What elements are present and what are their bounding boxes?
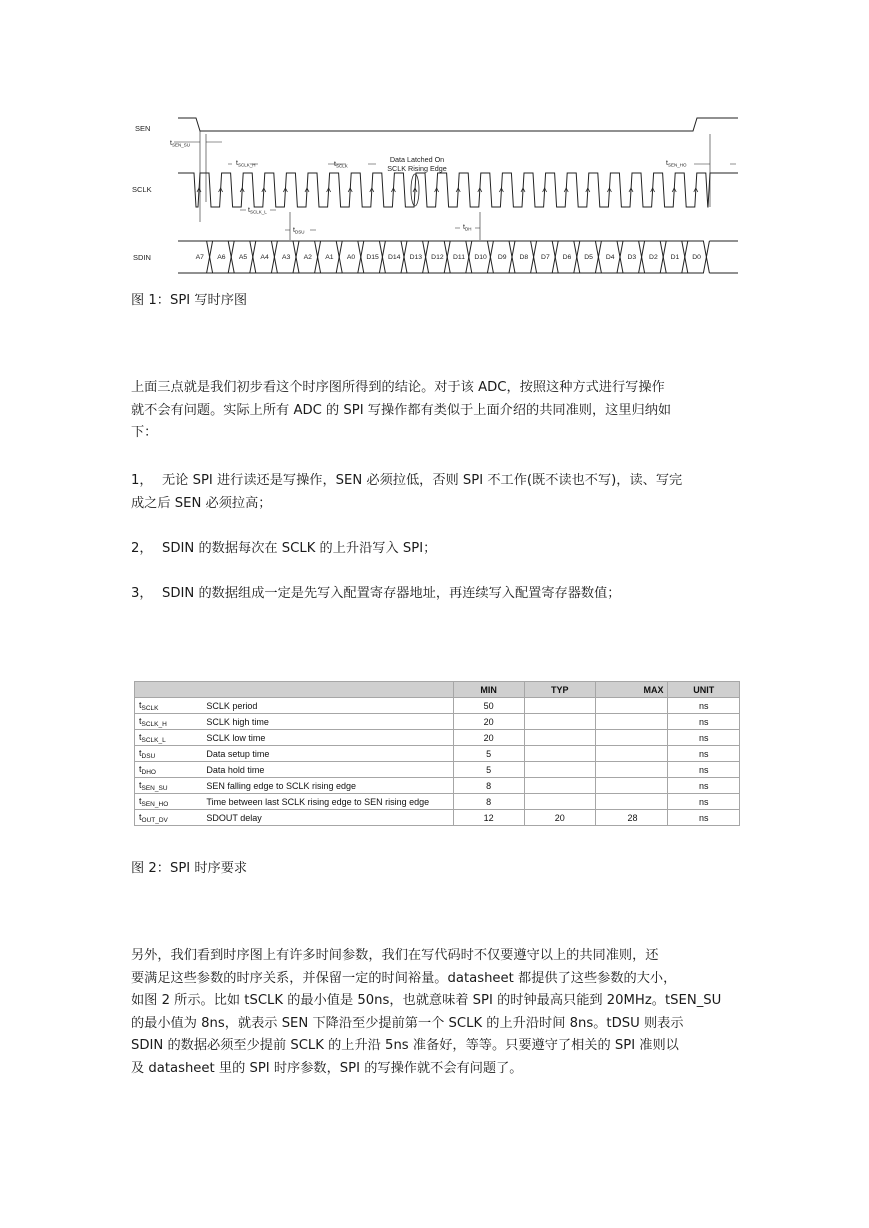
- param-min: 20: [453, 730, 524, 746]
- param-min: 8: [453, 778, 524, 794]
- rule-number: 3，: [131, 586, 153, 601]
- param-unit: ns: [668, 746, 740, 762]
- text-line: 的最小值为 8ns，就表示 SEN 下降沿至少提前第一个 SCLK 的上升沿时间 8ns。tDSU 则表示: [131, 1015, 684, 1031]
- sdin-bit-label: A7: [195, 254, 204, 261]
- param-description: Data hold time: [202, 762, 453, 778]
- signal-label-sdin: SDIN: [133, 253, 151, 262]
- sdin-bit-label: D4: [605, 254, 615, 261]
- label-t-sen-ho: $t_{SEN\_HO}$: [666, 160, 687, 168]
- param-typ: [524, 730, 595, 746]
- param-typ: [524, 778, 595, 794]
- rule-1: [131, 470, 741, 515]
- signal-label-sen: SEN: [135, 124, 151, 133]
- param-typ: [524, 698, 595, 714]
- label-t-sclk-l: $t_{SCLK\_L}$: [248, 207, 267, 215]
- sdin-bit-label: D7: [541, 254, 550, 261]
- table-header-typ: TYP: [524, 682, 595, 698]
- table-row: [135, 698, 740, 714]
- sdin-bit-label: D10: [474, 254, 487, 261]
- label-t-sen-su: $t_{SEN\_SU}$: [170, 140, 190, 148]
- text-line: 就不会有问题。实际上所有 ADC 的 SPI 写操作都有类似于上面介绍的共同准则，这里归纳如: [131, 402, 672, 418]
- param-symbol: $t_{SCLK\_L}$: [135, 730, 203, 746]
- table-row: [135, 762, 740, 778]
- sdin-bit-label: D3: [627, 254, 637, 261]
- param-typ: [524, 714, 595, 730]
- param-symbol: $t_{SCLK}$: [135, 698, 203, 714]
- sdin-bit-label: D6: [562, 254, 572, 261]
- latch-note-line1: Data Latched On: [389, 155, 445, 164]
- sdin-bit-label: D15: [366, 254, 379, 261]
- param-typ: 20: [524, 810, 595, 826]
- rule-2: [131, 538, 741, 561]
- spi-timing-table: [134, 681, 740, 826]
- text-line: 如图 2 所示。比如 tSCLK 的最小值是 50ns，也就意味着 SPI 的时钟最高只能到 20MHz。tSEN_SU: [131, 993, 722, 1008]
- intro-paragraph: [131, 377, 741, 445]
- rule-number: 1，: [131, 473, 153, 488]
- param-description: SDOUT delay: [202, 810, 453, 826]
- sdin-bit-label: A0: [346, 254, 356, 261]
- text-line: SDIN 的数据必须至少提前 SCLK 的上升沿 5ns 准备好，等等。只要遵守了相关的 SPI 准则以: [131, 1038, 679, 1053]
- text-line: 要满足这些参数的时序关系，并保留一定的时间裕量。datasheet 都提供了这些参数的大小，: [131, 970, 677, 986]
- param-typ: [524, 794, 595, 810]
- sdin-bit-label: A2: [303, 254, 312, 261]
- table-row: [135, 794, 740, 810]
- sdin-bit-label: D14: [387, 254, 401, 261]
- param-max: [595, 794, 668, 810]
- sdin-bit-label: D9: [497, 254, 507, 261]
- param-min: 12: [453, 810, 524, 826]
- signal-label-sclk: SCLK: [132, 185, 152, 194]
- table-row: [135, 746, 740, 762]
- table-row: [135, 714, 740, 730]
- table-row: [135, 730, 740, 746]
- rule-text: 成之后 SEN 必须拉高；: [131, 495, 272, 511]
- table-row: [135, 778, 740, 794]
- param-symbol: $t_{SEN\_SU}$: [135, 778, 203, 794]
- figure2-caption: 图 2：SPI 时序要求: [131, 861, 248, 876]
- param-typ: [524, 762, 595, 778]
- param-unit: ns: [668, 762, 740, 778]
- param-unit: ns: [668, 778, 740, 794]
- param-unit: ns: [668, 714, 740, 730]
- param-description: Time between last SCLK rising edge to SEN rising edge: [202, 794, 453, 810]
- spi-write-timing-diagram: [130, 112, 742, 274]
- sdin-bit-label: D12: [431, 254, 444, 261]
- sdin-bit-label: D11: [453, 254, 465, 261]
- rule-text: SDIN 的数据组成一定是先写入配置寄存器地址，再连续写入配置寄存器数值；: [162, 586, 621, 601]
- param-min: 20: [453, 714, 524, 730]
- param-description: SCLK low time: [202, 730, 453, 746]
- param-symbol: $t_{DSU}$: [135, 746, 203, 762]
- param-min: 5: [453, 762, 524, 778]
- param-symbol: $t_{SEN\_HO}$: [135, 794, 203, 810]
- param-max: [595, 714, 668, 730]
- label-t-dsu: $t_{DSU}$: [293, 227, 305, 235]
- param-min: 50: [453, 698, 524, 714]
- table-header-max: MAX: [595, 682, 668, 698]
- param-max: [595, 730, 668, 746]
- sdin-bit-label: A5: [238, 254, 248, 261]
- rule-text: SDIN 的数据每次在 SCLK 的上升沿写入 SPI；: [162, 541, 437, 556]
- param-max: [595, 746, 668, 762]
- latch-note-line2: SCLK Rising Edge: [387, 164, 447, 173]
- param-symbol: $t_{DHO}$: [135, 762, 203, 778]
- sen-waveform: [178, 118, 738, 131]
- param-unit: ns: [668, 698, 740, 714]
- param-description: SCLK high time: [202, 714, 453, 730]
- sdin-bit-label: A3: [282, 254, 291, 261]
- rule-number: 2，: [131, 541, 153, 556]
- sdin-bit-label: D8: [519, 254, 529, 261]
- figure1-caption: 图 1：SPI 写时序图: [131, 293, 248, 308]
- sdin-bit-label: D5: [584, 254, 593, 261]
- param-symbol: $t_{OUT\_DV}$: [135, 810, 203, 826]
- param-description: SEN falling edge to SCLK rising edge: [202, 778, 453, 794]
- sdin-bit-label: D13: [409, 254, 423, 261]
- param-max: [595, 762, 668, 778]
- text-line: 上面三点就是我们初步看这个时序图所得到的结论。对于该 ADC，按照这种方式进行写操作: [131, 380, 665, 395]
- table-row: [135, 810, 740, 826]
- sdin-bit-label: A6: [217, 254, 226, 261]
- param-unit: ns: [668, 730, 740, 746]
- param-max: [595, 698, 668, 714]
- param-unit: ns: [668, 794, 740, 810]
- closing-paragraph: [131, 945, 746, 1080]
- param-min: 8: [453, 794, 524, 810]
- sdin-bit-label: D1: [670, 254, 680, 261]
- rule-text: 无论 SPI 进行读还是写操作，SEN 必须拉低，否则 SPI 不工作(既不读也不写)，读、写完: [162, 473, 683, 488]
- text-line: 及 datasheet 里的 SPI 时序参数，SPI 的写操作就不会有问题了。: [131, 1060, 523, 1076]
- param-min: 5: [453, 746, 524, 762]
- text-line: 下：: [131, 425, 158, 440]
- table-header-min: MIN: [453, 682, 524, 698]
- sdin-bit-label: D0: [692, 254, 701, 261]
- param-symbol: $t_{SCLK\_H}$: [135, 714, 203, 730]
- table-header-row: [135, 682, 740, 698]
- table-header-unit: UNIT: [668, 682, 740, 698]
- sdin-bit-label: D2: [649, 254, 658, 261]
- param-typ: [524, 746, 595, 762]
- param-max: [595, 778, 668, 794]
- param-unit: ns: [668, 810, 740, 826]
- param-description: SCLK period: [202, 698, 453, 714]
- param-max: 28: [595, 810, 668, 826]
- table-header-blank: [135, 682, 454, 698]
- label-t-dh: $t_{DH}$: [463, 224, 472, 232]
- text-line: 另外，我们看到时序图上有许多时间参数，我们在写代码时不仅要遵守以上的共同准则，还: [131, 948, 659, 963]
- param-description: Data setup time: [202, 746, 453, 762]
- sdin-bit-label: A4: [260, 254, 269, 261]
- rule-3: [131, 583, 741, 606]
- label-t-sclk: $t_{SCLK}$: [334, 161, 348, 169]
- sdin-bit-label: A1: [325, 254, 334, 261]
- label-t-sclk-h: $t_{SCLK\_H}$: [236, 160, 256, 168]
